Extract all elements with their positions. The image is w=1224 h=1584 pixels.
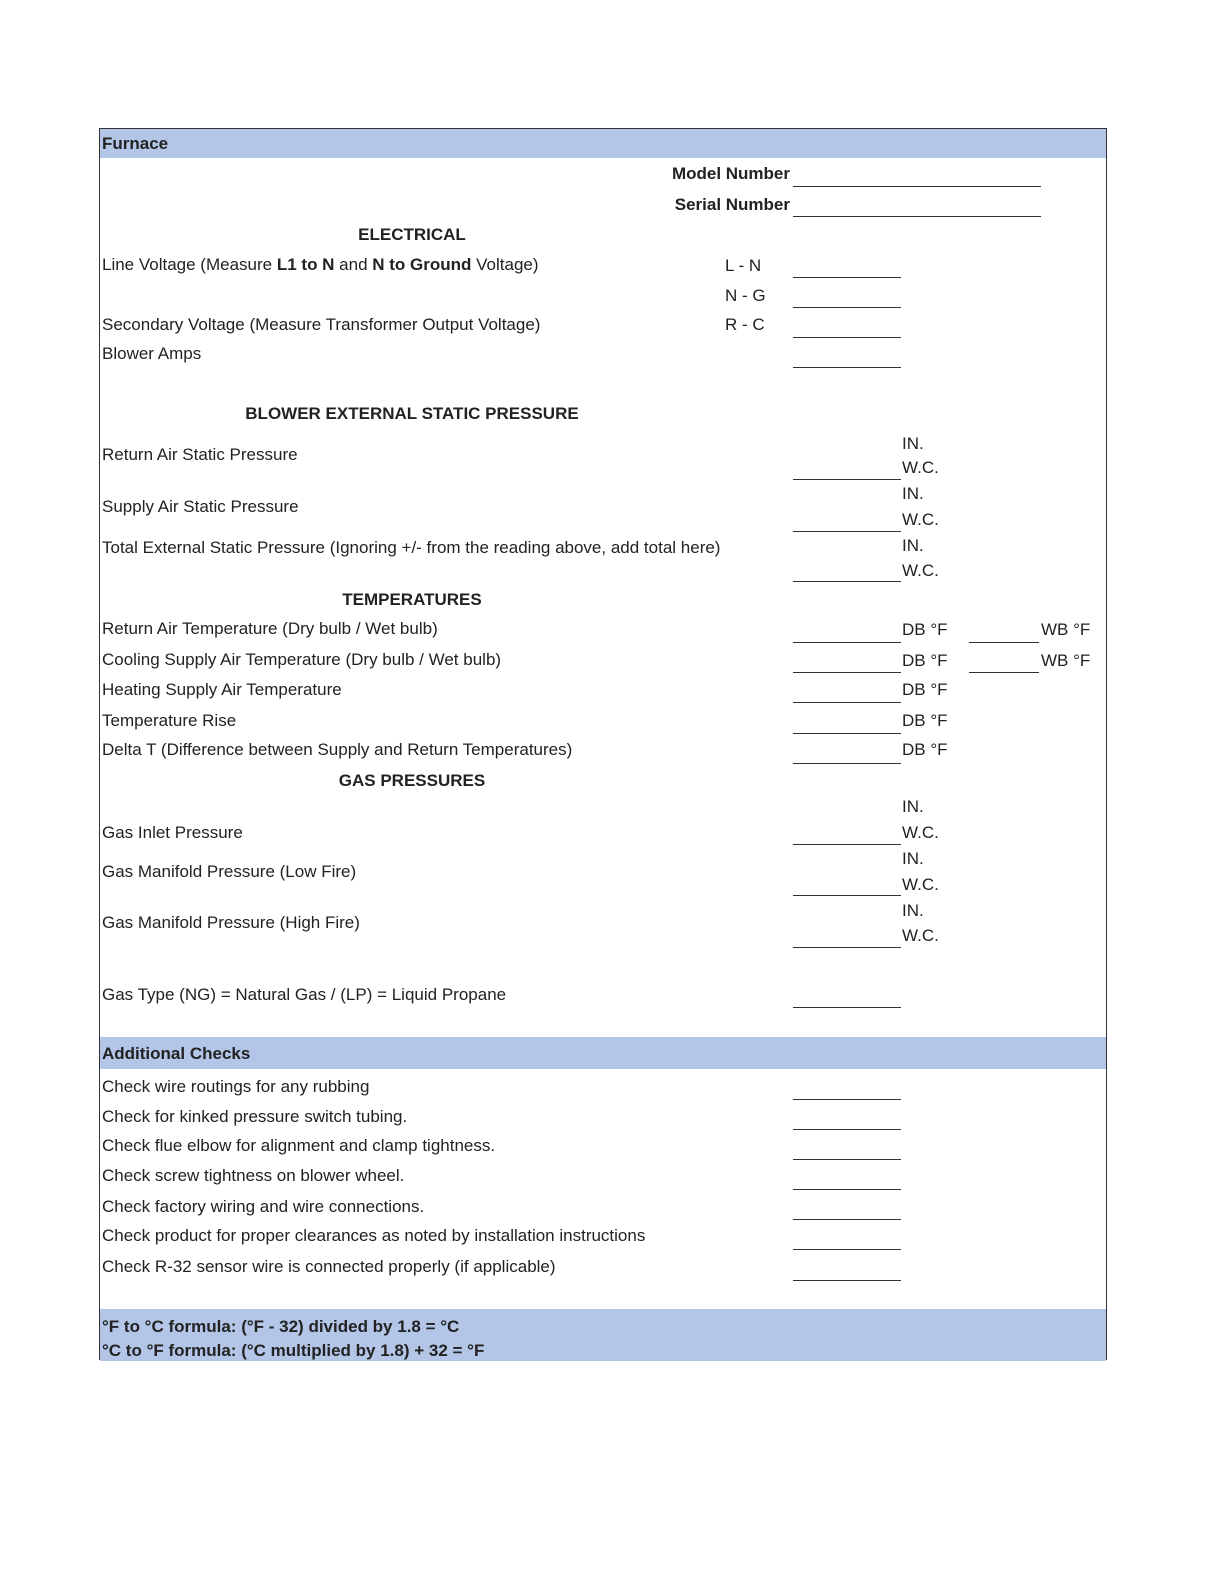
total-static-label: Total External Static Pressure (Ignoring +/- from the reading above, add total here) xyxy=(102,538,721,557)
return-static-unit-wc: W.C. xyxy=(902,458,939,477)
gas-low-fire-label: Gas Manifold Pressure (Low Fire) xyxy=(102,862,357,881)
line-voltage-label: Line Voltage (Measure L1 to N and N to Ground Voltage) xyxy=(102,255,539,274)
total-static-unit-wc: W.C. xyxy=(902,561,939,580)
gas-pressures-heading: GAS PRESSURES xyxy=(338,771,486,790)
gas-high-unit-in: IN. xyxy=(902,901,924,920)
gas-low-unit-wc: W.C. xyxy=(902,875,939,894)
temp-rise-label: Temperature Rise xyxy=(102,711,237,730)
model-number-field[interactable] xyxy=(793,186,1041,187)
return-static-unit-in: IN. xyxy=(902,434,924,453)
delta-t-field[interactable] xyxy=(793,763,901,764)
gas-inlet-label: Gas Inlet Pressure xyxy=(102,823,243,842)
check-item-6: Check product for proper clearances as noted by installation instructions xyxy=(102,1226,646,1245)
return-temp-db-unit: DB °F xyxy=(902,620,948,639)
furnace-form xyxy=(99,128,1107,1360)
formula-footer xyxy=(100,1309,1106,1361)
total-static-unit-in: IN. xyxy=(902,536,924,555)
serial-number-field[interactable] xyxy=(793,216,1041,217)
model-number-label: Model Number xyxy=(671,164,790,183)
check-item-1-field[interactable] xyxy=(793,1099,901,1100)
return-temp-label: Return Air Temperature (Dry bulb / Wet bulb) xyxy=(102,619,438,638)
rc-label: R - C xyxy=(725,315,765,334)
temp-rise-db-unit: DB °F xyxy=(902,711,948,730)
gas-high-fire-field[interactable] xyxy=(793,947,901,948)
gas-low-unit-in: IN. xyxy=(902,849,924,868)
check-item-4: Check screw tightness on blower wheel. xyxy=(102,1166,405,1185)
return-static-label: Return Air Static Pressure xyxy=(102,445,298,464)
electrical-heading: ELECTRICAL xyxy=(358,225,466,244)
gas-type-field[interactable] xyxy=(793,1007,901,1008)
heating-temp-db-unit: DB °F xyxy=(902,680,948,699)
supply-static-unit-wc: W.C. xyxy=(902,510,939,529)
return-temp-db-field[interactable] xyxy=(793,642,901,643)
delta-t-label: Delta T (Difference between Supply and Return Temperatures) xyxy=(102,740,573,759)
total-static-field[interactable] xyxy=(793,581,901,582)
serial-number-label: Serial Number xyxy=(674,195,790,214)
ng-label: N - G xyxy=(725,286,766,305)
check-item-7: Check R-32 sensor wire is connected properly (if applicable) xyxy=(102,1257,556,1276)
ln-label: L - N xyxy=(725,256,762,275)
supply-static-unit-in: IN. xyxy=(902,484,924,503)
additional-checks-title: Additional Checks xyxy=(102,1044,251,1063)
check-item-1: Check wire routings for any rubbing xyxy=(102,1077,370,1096)
temp-rise-field[interactable] xyxy=(793,733,901,734)
check-item-5: Check factory wiring and wire connections. xyxy=(102,1197,425,1216)
gas-low-fire-field[interactable] xyxy=(793,895,901,896)
cooling-temp-wb-unit: WB °F xyxy=(1041,651,1091,670)
gas-inlet-field[interactable] xyxy=(793,844,901,845)
check-item-3-field[interactable] xyxy=(793,1159,901,1160)
check-item-7-field[interactable] xyxy=(793,1280,901,1281)
additional-checks-header xyxy=(100,1037,1106,1069)
cooling-temp-db-field[interactable] xyxy=(793,672,901,673)
heating-temp-label: Heating Supply Air Temperature xyxy=(102,680,342,699)
check-item-4-field[interactable] xyxy=(793,1189,901,1190)
secondary-voltage-label: Secondary Voltage (Measure Transformer Output Voltage) xyxy=(102,315,541,334)
return-temp-wb-field[interactable] xyxy=(969,642,1039,643)
static-pressure-heading: BLOWER EXTERNAL STATIC PRESSURE xyxy=(245,404,579,423)
cooling-temp-db-unit: DB °F xyxy=(902,651,948,670)
check-item-2: Check for kinked pressure switch tubing. xyxy=(102,1107,408,1126)
supply-static-label: Supply Air Static Pressure xyxy=(102,497,299,516)
temperatures-heading: TEMPERATURES xyxy=(342,590,482,609)
delta-t-db-unit: DB °F xyxy=(902,740,948,759)
cooling-temp-wb-field[interactable] xyxy=(969,672,1039,673)
cooling-temp-label: Cooling Supply Air Temperature (Dry bulb / Wet bulb) xyxy=(102,650,502,669)
gas-inlet-unit-wc: W.C. xyxy=(902,823,939,842)
blower-amps-field[interactable] xyxy=(793,367,901,368)
supply-static-field[interactable] xyxy=(793,531,901,532)
gas-type-label: Gas Type (NG) = Natural Gas / (LP) = Liquid Propane xyxy=(102,985,507,1004)
ng-field[interactable] xyxy=(793,307,901,308)
heating-temp-field[interactable] xyxy=(793,702,901,703)
check-item-6-field[interactable] xyxy=(793,1249,901,1250)
rc-field[interactable] xyxy=(793,337,901,338)
f-to-c-formula: °F to °C formula: (°F - 32) divided by 1.8 = °C xyxy=(102,1317,460,1336)
blower-amps-label: Blower Amps xyxy=(102,344,202,363)
return-static-field[interactable] xyxy=(793,479,901,480)
gas-high-fire-label: Gas Manifold Pressure (High Fire) xyxy=(102,913,360,932)
furnace-title: Furnace xyxy=(102,134,169,153)
check-item-3: Check flue elbow for alignment and clamp tightness. xyxy=(102,1136,496,1155)
c-to-f-formula: °C to °F formula: (°C multiplied by 1.8) + 32 = °F xyxy=(102,1341,485,1360)
gas-high-unit-wc: W.C. xyxy=(902,926,939,945)
furnace-header xyxy=(100,129,1106,158)
gas-inlet-unit-in: IN. xyxy=(902,797,924,816)
check-item-5-field[interactable] xyxy=(793,1219,901,1220)
check-item-2-field[interactable] xyxy=(793,1129,901,1130)
return-temp-wb-unit: WB °F xyxy=(1041,620,1091,639)
ln-field[interactable] xyxy=(793,277,901,278)
